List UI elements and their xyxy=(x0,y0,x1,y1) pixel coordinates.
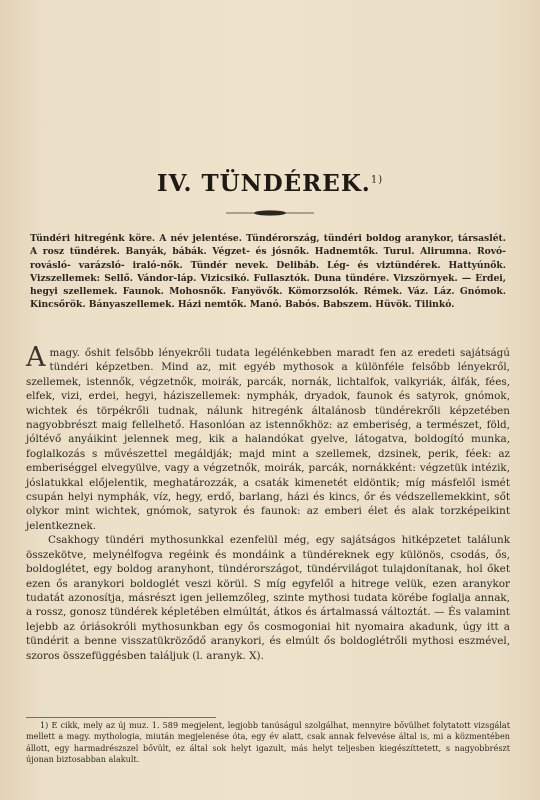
chapter-summary: Tündéri hitregénk köre. A név jelentése. Tündérország, tündéri boldog aranykor, társaslét. A rosz tündérek. Banyák, bábák. Végzet- és jósnők. Hadnemtők. Turul. Alirumna. Rovó- rovásló- varázsló- iraló-nők. Tündér nevek. Delibáb. Lég- és viztündérek. Hattyúnők. Vizszellemek: Sellő. Vándor-láp. Vizicsikó. Fullasztók. Duna tündére. Vizszörnyek. — Erdei, hegyi szellemek. Faunok. Mohosnők. Fanyövők. Kömorzsolók. Rémek. Váz. Láz. Gnómok. Kincsőrök. Bányaszellemek. Házi nemtők. Manó. Babós. Babszem. Hüvök. Tilinkó. xyxy=(30,233,506,311)
paragraph: Csakhogy tündéri mythosunkkal ezenfelül még, egy sajátságos hitképzetet találunk összekötve, melynélfogva regéink és mondáink a tündéreknek egy különös, csodás, ős, boldoglétet, egy boldog aranyhont, tündérországot, tündérvilágot tulajdonítanak, hol őket ezen ős aranykori boldoglét veszi körül. S míg egyfelől a hitrege velük, ezen aranykor tudatát azonosítja, másrészt igen jellemzőleg, szinte mythosi tudata körébe foglalja annak, a rossz, gonosz tündérek képletében elmúltát, átkos és ártalmassá változtát. — És valamint lejebb az óriásokróli mythosunkban egy ős cosmogoniai hit nyomaira akadunk, úgy itt a tündérit a benne visszatükröződő aranykori, és elmúlt ős boldoglétrőli mythosi eszmével, szoros összefüggésben találjuk (l. aranyk. X). xyxy=(26,534,510,662)
footnote-divider xyxy=(26,717,216,718)
footnote-text: 1) E cikk, mely az új muz. 1. 589 megjelent, legjobb tanúságul szolgálhat, mennyire bővülhet folytatott vizsgálat mellett a magy. mythologia, miután megjelenése óta, egy év alatt, csak annak felvevése által is, mi a közmentében állott, egy harmadrészszel bővült, ez által sok helyt igazult, más helyt teljesben kiegészíttetett, s nagyobbrészt újonan biztosabban alakult. xyxy=(26,720,510,765)
drop-cap: A xyxy=(26,342,46,373)
chapter-title-text: IV. TÜNDÉREK. xyxy=(156,170,371,197)
paragraph xyxy=(26,342,510,533)
footnote xyxy=(26,720,510,766)
main-text xyxy=(26,342,510,663)
chapter-title xyxy=(0,170,540,197)
ornament-divider xyxy=(226,208,314,218)
footnote-reference: 1) xyxy=(370,174,384,186)
paragraph-text: magy. őshit felsőbb lényekrőli tudata legélénkebben maradt fen az eredeti sajátságú tündéri képzetben. Mind az, mit egyéb mythosok a különféle felsőbb lényekről, szellemek, istennők, végzetnők, moirák, parcák, nornák, lichtalfok, valkyriák, álfák, fées, elfek, vizi, erdei, hegyi, háziszellemek: nymphák, dryadok, faunok és satyrok, gnómok, wichtek és törpékrőli tudnak, nálunk hitregénk általánosb tündérekrőli képzetében nagyobbrészt maig fellelhető. Hasonlóan az istennőkhöz: az emberiség, a természet, föld, jóltévő anyáikint jelennek meg, kik a halandókat gyelve, látogatva, boldogító munka, foglalkozás s művészettel megáldják; majd mint a szellemek, dzsinek, perik, féek: az emberiséggel elvegyülve, vagy a végzetnők, moirák, parcák, nornákként: végzetük intézik, jóslatukkal előjelentik, meghatározzák, a csaták kimenetét eldöntik; míg másfelől ismét csupán helyi nymphák, víz, hegy, erdő, barlang, házi és kincs, őr és védszellemekkint, sőt olykor mint wichtek, gnómok, satyrok és faunok: az emberi élet és alak torzképeikint jelentkeznek. xyxy=(26,347,510,532)
